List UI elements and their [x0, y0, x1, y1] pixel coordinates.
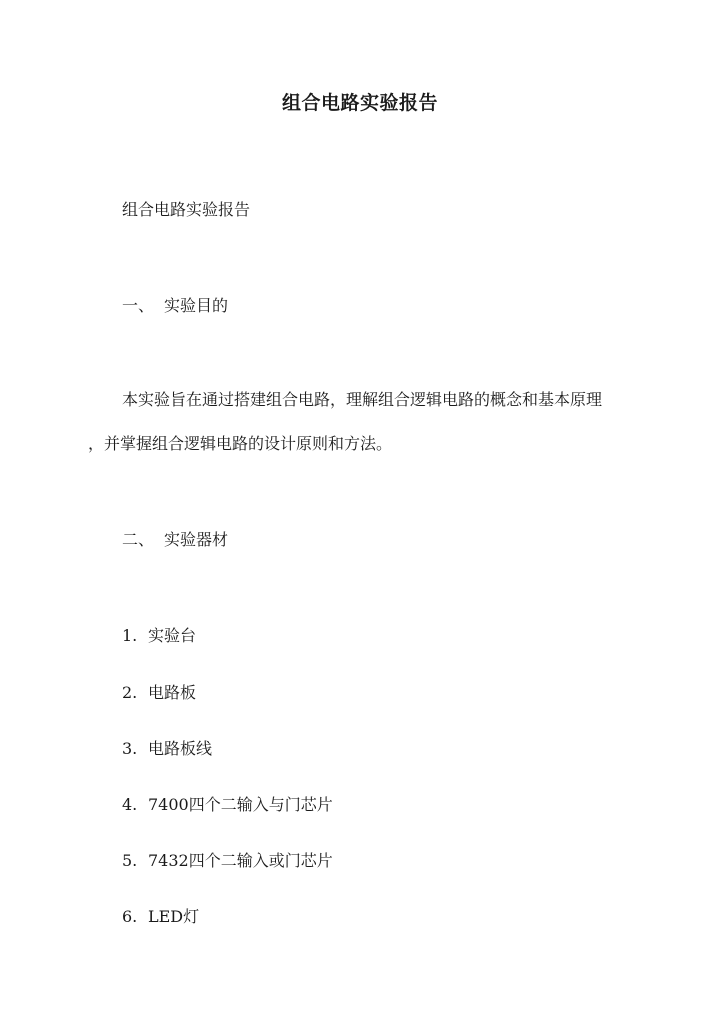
list-item-number: 3. [122, 739, 138, 758]
section-heading-purpose [122, 293, 228, 316]
list-item-text: 电路板 [148, 683, 197, 702]
list-item-text: 实验台 [148, 626, 197, 645]
section-marker: 二、 [122, 530, 155, 549]
section-marker: 一、 [122, 296, 155, 315]
list-item-number: 5. [122, 851, 138, 870]
list-item [122, 792, 333, 815]
paragraph-line: 本实验旨在通过搭建组合电路，理解组合逻辑电路的概念和基本原理 [122, 390, 603, 409]
list-item-text: 7400四个二输入与门芯片 [148, 795, 333, 814]
section-heading-equipment [122, 527, 228, 550]
list-item [122, 736, 212, 759]
list-item-number: 4. [122, 795, 138, 814]
list-item-number: 6. [122, 907, 138, 926]
list-item [122, 848, 333, 871]
list-item-text: 电路板线 [148, 739, 213, 758]
list-item-number: 1. [122, 626, 138, 645]
list-item-text: LED灯 [148, 907, 200, 926]
list-item-text: 7432四个二输入或门芯片 [148, 851, 333, 870]
list-item [122, 904, 199, 927]
document-title: 组合电路实验报告 [281, 92, 438, 114]
paragraph-line: ，并掌握组合逻辑电路的设计原则和方法。 [88, 434, 393, 453]
section-heading-text: 实验器材 [164, 530, 229, 549]
list-item [122, 623, 196, 646]
list-item-number: 2. [122, 683, 138, 702]
document-subtitle: 组合电路实验报告 [122, 200, 251, 219]
section-heading-text: 实验目的 [164, 296, 229, 315]
list-item [122, 680, 196, 703]
